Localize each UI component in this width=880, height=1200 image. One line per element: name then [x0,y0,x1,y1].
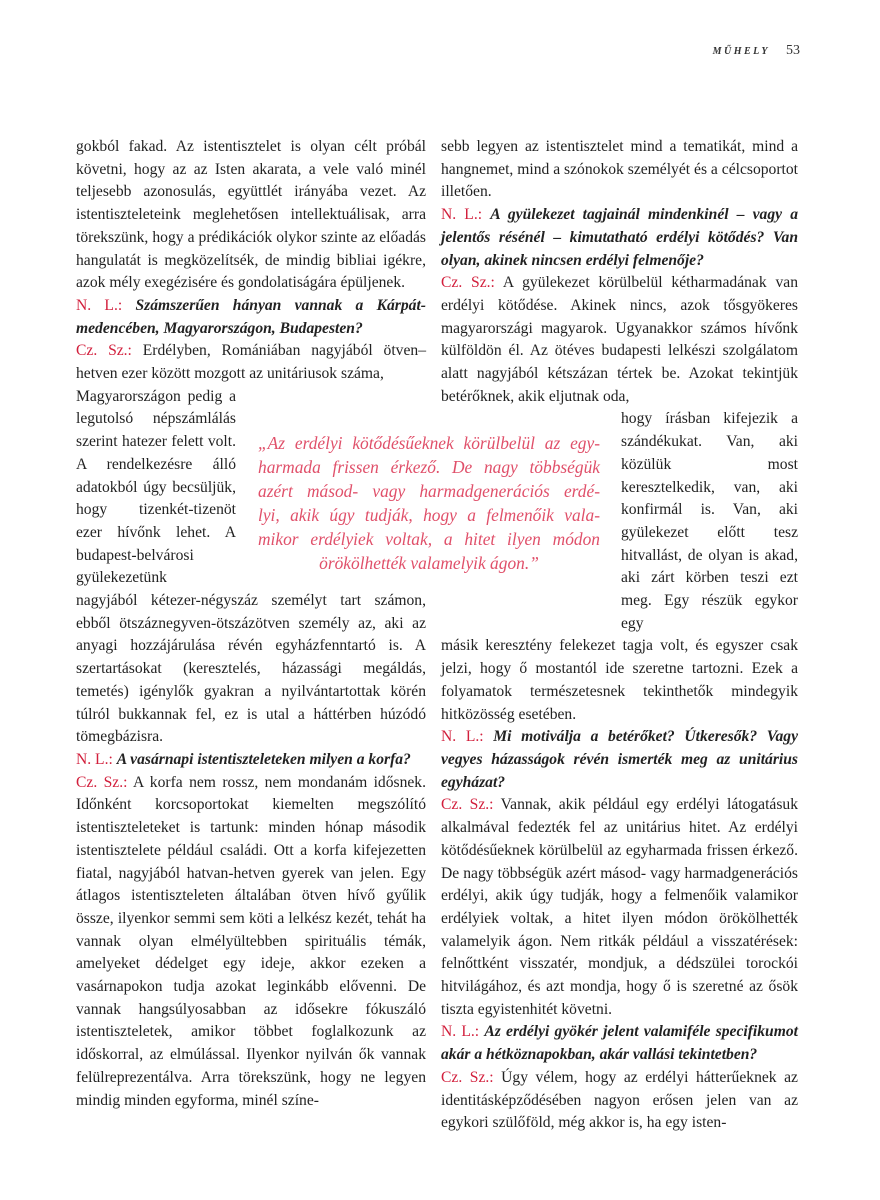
question-text: A vasárnapi istentiszteleteken milyen a korfa? [116,750,411,768]
question [441,726,798,794]
interviewee-label: Cz. Sz.: [441,274,495,292]
answer-text: Vannak, akik például egy erdélyi látogatásuk alkalmával fedezték fel az unitárius hitet. Az erdélyi kötődésűeknek körülbelül az egyharmada frissen érkező. De nagy többségük azért másod- vagy harmadgenerációs erdélyi, akik úgy tudják, hogy a felmenőik valamikor erdélyiek voltak, a hitet ilyen módon örökölhették valamelyik ágon. Nem ritkák például a visszatérések: felnőttként visszatér, mondjuk, a dédszülei torockói hitvilágához, és azt mondja, hogy ő is szeretné az ősök tiszta egyistenhitét követni. [441,796,799,1018]
running-header [713,43,800,59]
section-title: MŰHELY [712,46,770,57]
question-text: A gyülekezet tagjainál mindenkinél – vagy a jelentős résénél – kimutatható erdélyi kötődés? Van olyan, akinek nincsen erdélyi felmenője? [441,206,798,269]
interviewer-label: N. L.: [441,1023,480,1041]
answer [76,772,426,1113]
answer-text-continued: másik keresztény felekezet tagja volt, és egyszer csak jelzi, hogy ő mostantól ide szeretne tartozni. Ezek a folyamatok természetesnek tekinthetők mindegyik hitközösség esetében. [441,637,798,723]
interviewer-label: N. L.: [441,206,483,224]
answer-text: A gyülekezet körülbelül kétharmadának van erdélyi kötődése. Akinek nincs, azok tősgyökeres magyarországi magyarok. Ugyanakkor számos hívőnk külföldön él. Az ötéves budapesti lelkészi szolgálatom alatt nagyjából kétszázan tértek be. Azokat tekintjük betérőknek, akik eljutnak oda, [441,274,799,405]
question [441,1021,798,1066]
question-text: Az erdélyi gyökér jelent valamiféle specifikumot akár a hétköznapokban, akár vallási tekintetben? [441,1023,798,1064]
question [76,295,426,340]
answer-wrapped-text: hogy írásban kifejezik a szándékukat. Van, aki közülük most keresztelkedik, van, aki konfirmál is. Van, aki gyülekezet előtt tesz hitvallást, de olyan is akad, aki zárt körben teszi ezt meg. Egy részük egykor egy [621,410,798,632]
paragraph: gokból fakad. Az istentisztelet is olyan célt próbál követni, hogy az az Isten akarata, a vele való minél teljesebb azonosulás, együttlét irányába vezet. Az istentiszteleteink meglehetősen intellektuálisak, arra törekszünk, hogy a prédikációk olykor szinte az előadás hangulatát is megközelítsék, de mindig bibliai igékre, azok mély exegézisére és gondolatiságára épüljenek. [76,138,426,292]
pull-quote-line: „Az erdélyi kötődésűeknek körülbelül az egy- [258,433,600,453]
answer-text: Erdélyben, Romániában nagyjából ötven–hetven ezer között mozgott az unitáriusok száma, [76,342,426,383]
pull-quote-line: azért másod- vagy harmadgenerációs erdé- [258,481,600,501]
pull-quote-line: örökölhették valamelyik ágon.” [319,553,539,573]
pull-quote [258,431,600,575]
page-number: 53 [786,43,800,58]
right-column [441,136,798,1135]
interviewee-label: Cz. Sz.: [441,796,494,814]
answer-text-continued: nagyjából kétezer-négyszáz személyt tart számon, ebből ötszáznegyven-ötszázötven személy az, aki az anyagi hozzájárulása révén egyházfenntartó is. A szertartásokat (keresztelés, házassági megáldás, temetés) igénylők gyakran a nyilvántartottak körén túlról bukkannak fel, ez is utal a háttérben húzódó tömegbázisra. [76,592,426,746]
answer [441,794,798,1021]
question [76,749,426,772]
interviewer-label: N. L.: [76,750,113,768]
answer-text: A korfa nem rossz, nem mondanám idősnek. Időnként korcsoportokat kiemelten megszólító istentiszteleteket is tartunk: minden hónap második istentisztelete például családi. Ott a korfa kifejezetten fiatal, nagyjából hatvan-hetven gyerek van jelen. Egy átlagos istentiszteleten általában ötven hívő gyűlik össze, ilyenkor semmi sem köti a lelkész kezét, tehát ha vannak olyan elmélyültebben spirituális témák, amelyeket dédelget egy ideje, akkor ezeken a vasárnapokon tudja azokat leginkább elővenni. De vannak hangsúlyosabban az idősekre fókuszáló istentiszteletek, amikor többet foglalkozunk az időskorral, az elmúlással. Ilyenkor nyilván ők vannak felülreprezentálva. Arra törekszünk, hogy ne legyen mindig minden egyforma, minél színe- [76,773,427,1109]
interviewee-label: Cz. Sz.: [76,773,128,791]
interviewee-label: Cz. Sz.: [76,342,132,360]
question [441,204,798,272]
answer [441,1067,798,1135]
interviewer-label: N. L.: [76,296,123,314]
answer-wrapped-text: Magyarországon pedig a legutolsó népszámlálás szerint hatezer felett volt. A rendelkezésre álló adatokból úgy becsüljük, hogy tizenkét-tizenöt ezer hívőnk lehet. A budapest-belvárosi gyülekezetünk [76,387,236,587]
answer [441,272,798,408]
interviewee-label: Cz. Sz.: [441,1068,494,1086]
answer-text: Úgy vélem, hogy az erdélyi hátterűeknek az identitásképződésében nagyon erősen jelen van az egykori szülőföld, még akkor is, ha egy isten- [441,1068,798,1132]
paragraph: sebb legyen az istentisztelet mind a tematikát, mind a hangnemet, mind a szónokok személyét és a célcsoportot illetően. [441,138,798,201]
pull-quote-line: harmada frissen érkező. De nagy többségük [258,457,600,477]
pull-quote-line: mikor erdélyiek voltak, a hitet ilyen módon [258,529,600,549]
question-text: Számszerűen hányan vannak a Kárpát-medencében, Magyarországon, Budapesten? [76,296,426,337]
answer [76,340,426,385]
interviewer-label: N. L.: [441,728,484,746]
pull-quote-line: lyi, akik úgy tudják, hogy a felmenőik vala- [258,505,600,525]
left-column [76,136,426,1112]
question-text: Mi motiválja a betérőket? Útkeresők? Vagy vegyes házasságok révén ismerték meg az unitárius egyházat? [441,728,798,791]
